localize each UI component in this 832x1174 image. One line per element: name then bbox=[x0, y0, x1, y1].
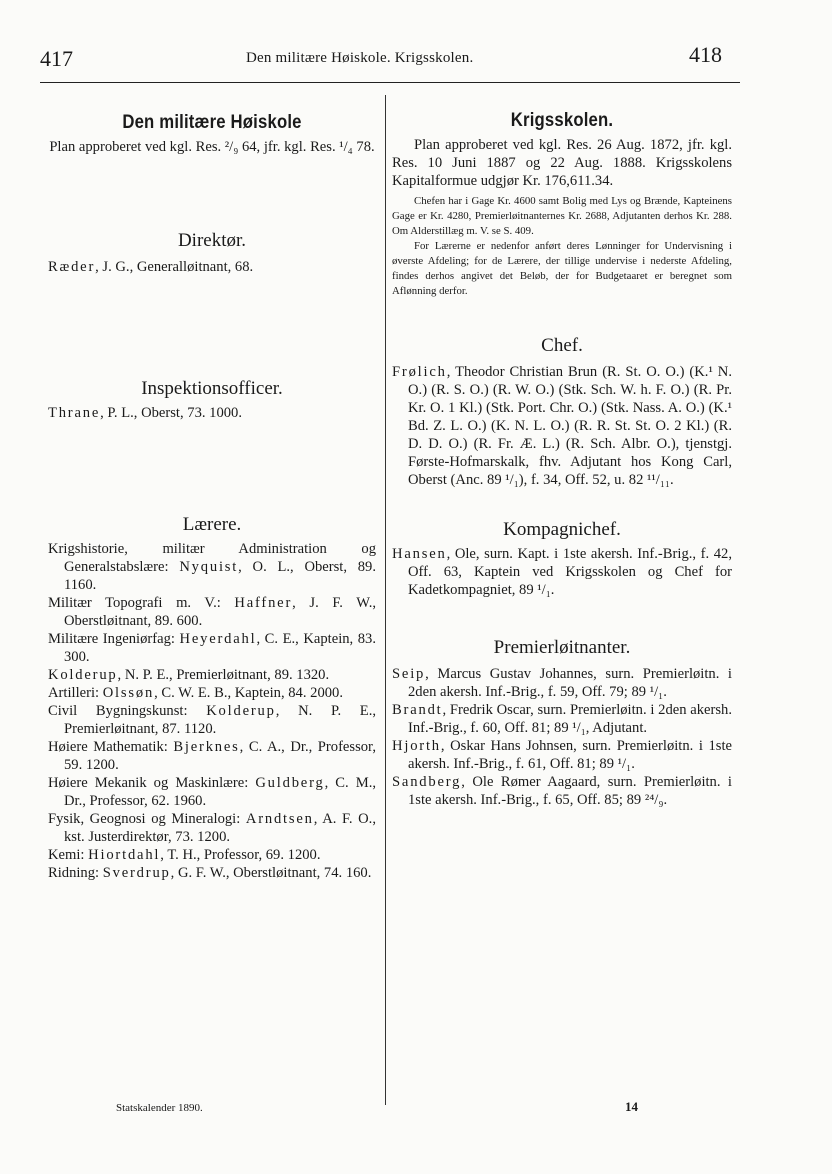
list-item: Hjorth, Oskar Hans Johnsen, surn. Premierløitn. i 1ste akersh. Inf.-Brig., f. 61, Off. 81; 89 ¹/₁. bbox=[392, 738, 732, 772]
list-item: Høiere Mekanik og Maskinlære: Guldberg, C. M., Dr., Professor, 62. 1960. bbox=[48, 775, 376, 809]
direktor-entry bbox=[48, 258, 376, 276]
gage-note: Chefen har i Gage Kr. 4600 samt Bolig med Lys og Brænde, Kapteinens Gage er Kr. 4280, Premierløitnanternes Kr. 2688, Adjutanten derhos Kr. 288. Om Alderstillæg m. V. se S. 409. bbox=[392, 195, 732, 237]
inspektion-name: Thrane bbox=[48, 405, 101, 421]
list-item: Kolderup, N. P. E., Premierløitnant, 89. 1320. bbox=[48, 667, 330, 683]
hoiskole-heading: Den militære Høiskole bbox=[122, 112, 302, 133]
list-item: Artilleri: Olssøn, C. W. E. B., Kaptein, 84. 2000. bbox=[48, 685, 343, 701]
chef-name: Frølich bbox=[392, 364, 447, 380]
list-item: Krigshistorie, militær Administration og Generalstabslære: Nyquist, O. L., Oberst, 89. 1160. bbox=[48, 541, 376, 593]
footer-signature: Statskalender 1890. bbox=[116, 1102, 203, 1114]
left-column bbox=[48, 0, 376, 882]
premierloitnanter-list bbox=[392, 665, 732, 809]
list-item: Seip, Marcus Gustav Johannes, surn. Premierløitn. i 2den akersh. Inf.-Brig., f. 59, Off. 79; 89 ¹/₁. bbox=[392, 666, 732, 700]
hoiskole-plan: Plan approberet ved kgl. Res. ²/₉ 64, jfr. kgl. Res. ¹/₄ 78. bbox=[49, 139, 375, 155]
column-divider bbox=[385, 95, 386, 1105]
laerere-heading: Lærere. bbox=[182, 514, 242, 535]
right-column bbox=[392, 0, 732, 809]
kompagnichef-name: Hansen bbox=[392, 546, 447, 562]
chef-details: , Theodor Christian Brun (R. St. O. O.) (K.¹ N. O.) (R. S. O.) (R. W. O.) (Stk. Sch. W. h. F. O.) (R. Pr. Kr. O. 1 Kl.) (Stk. Port. Chr. O.) (Stk. Nass. A. O.) (K.¹ Bd. Z. L. O.) (K. N. L. O.) (R. R. St. St. O. 2 Kl.) (R. D. D. O.) (R. Fr. Æ. L.) (R. Sch. Albr. O.), tjenstgj. Første-Hofmarskalk, fhv. Adjutant hos Kong Carl, Oberst (Anc. 89 ¹/₁), f. 34, Off. 52, u. 82 ¹¹/₁₁. bbox=[408, 364, 732, 488]
list-item: Sandberg, Ole Rømer Aagaard, surn. Premierløitn. i 1ste akersh. Inf.-Brig., f. 65, Off. 85; 89 ²⁴/₉. bbox=[392, 774, 732, 808]
direktor-name: Ræder bbox=[48, 259, 96, 275]
list-item: Høiere Mathematik: Bjerknes, C. A., Dr., Professor, 59. 1200. bbox=[48, 739, 376, 773]
premierloitnanter-heading: Premierløitnanter. bbox=[493, 637, 631, 658]
lonning-note: For Lærerne er nedenfor anført deres Lønninger for Undervisning i øverste Afdeling; for de Lærere, der tillige undervise i nederste Afdeling, findes derhos angivet det Beløb, der for Budgetaaret er beregnet som Aflønning derfor. bbox=[392, 240, 732, 297]
inspektion-entry bbox=[48, 404, 376, 422]
page-number-left: 417 bbox=[40, 46, 73, 71]
inspektion-details: , P. L., Oberst, 73. 1000. bbox=[100, 405, 243, 421]
kompagnichef-details: , Ole, surn. Kapt. i 1ste akersh. Inf.-Brig., f. 42, Off. 63, Kaptein ved Krigsskolen og Chef for Kadetkompagniet, 89 ¹/₁. bbox=[408, 546, 732, 598]
chef-heading: Chef. bbox=[541, 335, 583, 356]
list-item: Kemi: Hiortdahl, T. H., Professor, 69. 1200. bbox=[48, 847, 321, 863]
kompagnichef-entry bbox=[392, 545, 732, 599]
list-item: Militær Topografi m. V.: Haffner, J. F. W., Oberstløitnant, 89. 600. bbox=[48, 595, 376, 629]
krigsskolen-heading: Krigsskolen. bbox=[510, 110, 614, 131]
inspektion-heading: Inspektionsofficer. bbox=[141, 378, 283, 399]
footer-sheet-number: 14 bbox=[625, 1099, 638, 1114]
direktor-heading: Direktør. bbox=[177, 230, 247, 251]
kompagnichef-heading: Kompagnichef. bbox=[503, 519, 621, 540]
list-item: Ridning: Sverdrup, G. F. W., Oberstløitnant, 74. 160. bbox=[48, 865, 372, 881]
laerere-list bbox=[48, 540, 376, 882]
list-item: Civil Bygningskunst: Kolderup, N. P. E., Premierløitnant, 87. 1120. bbox=[48, 703, 377, 737]
list-item: Militære Ingeniørfag: Heyerdahl, C. E., Kaptein, 83. 300. bbox=[48, 631, 376, 665]
chef-entry bbox=[392, 363, 732, 489]
list-item: Brandt, Fredrik Oscar, surn. Premierløitn. i 2den akersh. Inf.-Brig., f. 60, Off. 81; 89 ¹/₁, Adjutant. bbox=[392, 702, 732, 736]
page-number-right: 418 bbox=[689, 42, 722, 67]
list-item: Fysik, Geognosi og Mineralogi: Arndtsen, A. F. O., kst. Justerdirektør, 73. 1200. bbox=[48, 811, 376, 845]
krigsskolen-plan: Plan approberet ved kgl. Res. 26 Aug. 1872, jfr. kgl. Res. 10 Juni 1887 og 22 Aug. 1888. Krigsskolens Kapitalformue udgjør Kr. 176,611.34. bbox=[392, 137, 732, 189]
direktor-details: , J. G., Generalløitnant, 68. bbox=[95, 259, 254, 275]
running-header: Den militære Høiskole. Krigsskolen. bbox=[246, 50, 474, 66]
